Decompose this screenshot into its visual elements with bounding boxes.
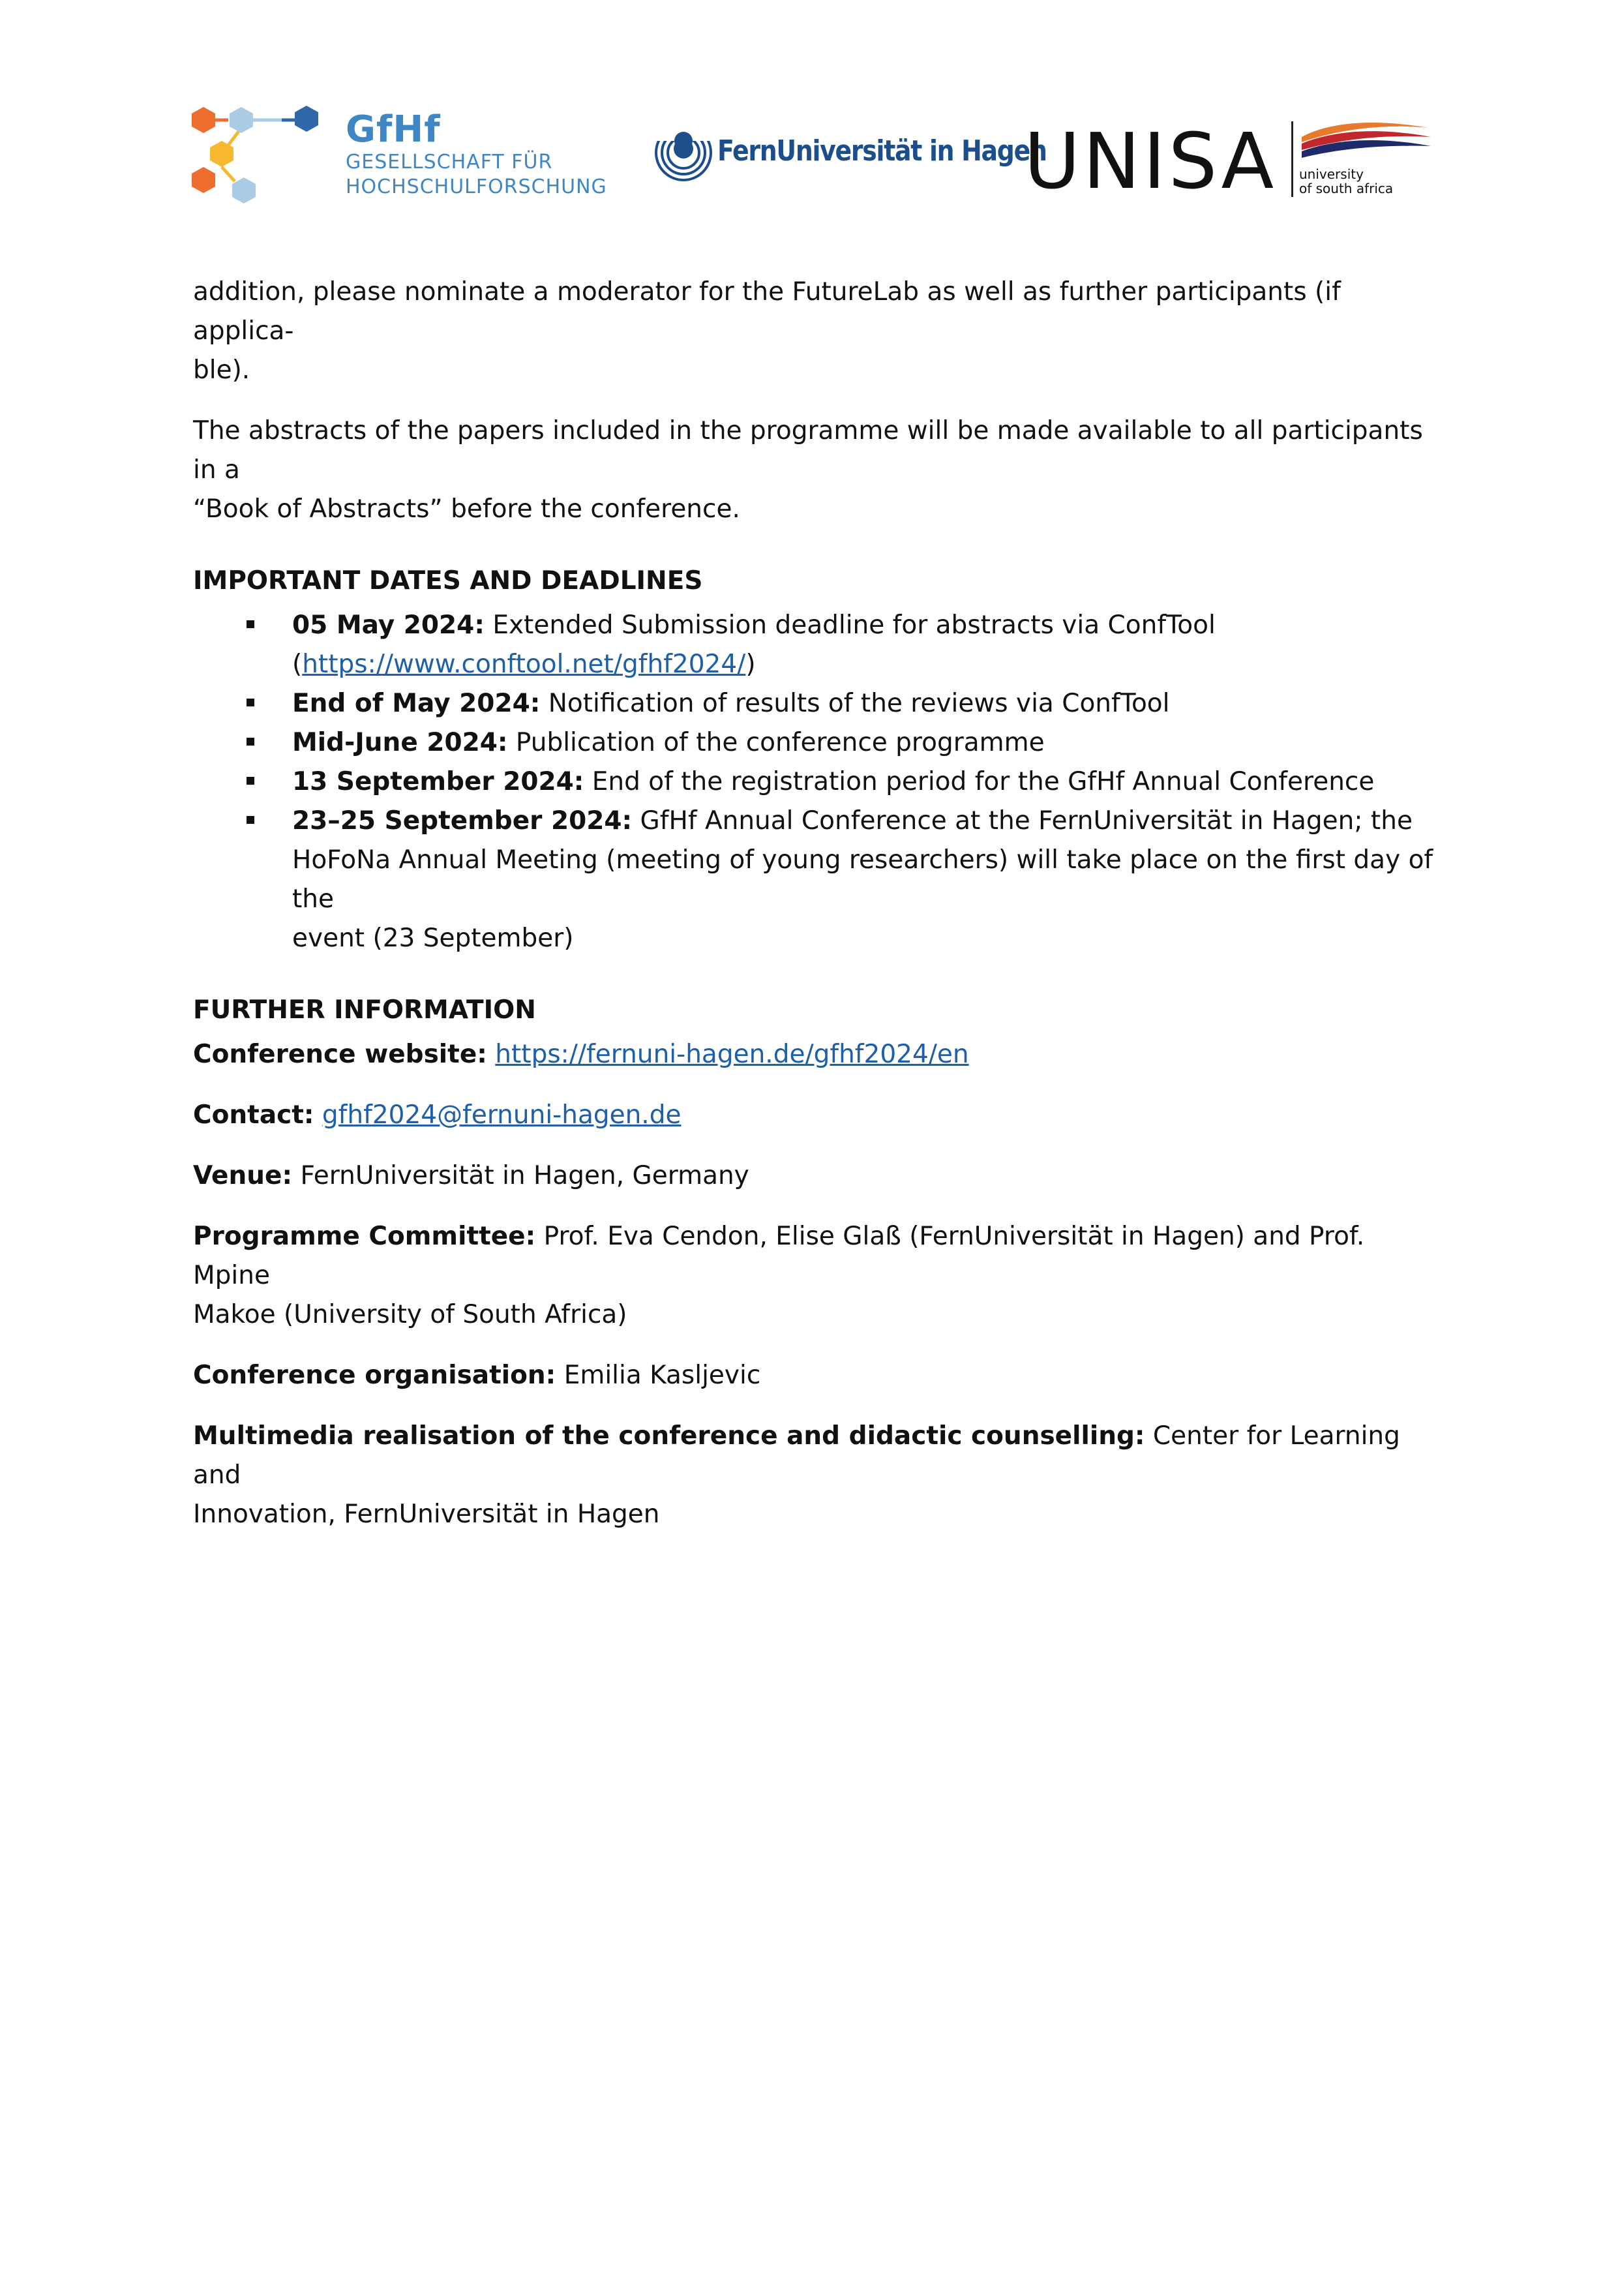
info-heading: FURTHER INFORMATION xyxy=(193,995,536,1025)
paren-close: ) xyxy=(745,650,756,679)
square-bullet-icon xyxy=(247,620,254,628)
date-label: 05 May 2024: xyxy=(292,611,485,640)
unisa-separator xyxy=(1291,121,1293,197)
list-item xyxy=(193,802,1445,958)
list-item xyxy=(193,684,1445,723)
multimedia-line xyxy=(193,1417,1445,1534)
list-item xyxy=(193,606,1445,684)
date-label: 23–25 September 2024: xyxy=(292,806,633,836)
fernuni-logo xyxy=(652,121,1047,187)
fernuni-emblem-icon xyxy=(652,121,715,184)
gfhf-wordmark xyxy=(346,110,607,200)
date-text: Extended Submission deadline for abstracts via ConfTool xyxy=(484,611,1216,640)
date-text: Notification of results of the reviews via ConfTool xyxy=(540,689,1170,718)
contact-line xyxy=(193,1096,1445,1135)
paragraph-abstracts xyxy=(193,412,1445,529)
fernuni-wordmark: FernUniversität in Hagen xyxy=(717,134,1047,168)
venue-value: FernUniversität in Hagen, Germany xyxy=(292,1161,749,1190)
paragraph-moderator xyxy=(193,273,1445,390)
dates-list xyxy=(193,606,1445,958)
gfhf-hexagon-icon xyxy=(189,102,339,213)
date-text: HoFoNa Annual Meeting (meeting of young researchers) will take place on the first day of the xyxy=(292,845,1433,914)
date-text: event (23 September) xyxy=(292,924,574,953)
multimedia-label: Multimedia realisation of the conference and didactic counselling: xyxy=(193,1421,1145,1451)
unisa-sub-line1: university xyxy=(1299,166,1364,182)
website-line xyxy=(193,1035,1445,1074)
unisa-logo xyxy=(1024,117,1441,209)
organisation-label: Conference organisation: xyxy=(193,1361,556,1390)
unisa-wordmark: UNISA xyxy=(1024,116,1277,206)
committee-line xyxy=(193,1217,1445,1335)
list-item xyxy=(193,763,1445,802)
date-text: GfHf Annual Conference at the FernUniversität in Hagen; the xyxy=(632,806,1413,836)
committee-value: Prof. Eva Cendon, Elise Glaß (FernUniversität in Hagen) and Prof. Mpine xyxy=(193,1222,1365,1290)
gfhf-name: GfHf xyxy=(346,108,441,151)
paren-open: ( xyxy=(292,650,303,679)
square-bullet-icon xyxy=(247,816,254,824)
document-body xyxy=(193,273,1445,1556)
square-bullet-icon xyxy=(247,699,254,706)
gfhf-subtitle-line1: GESELLSCHAFT FÜR xyxy=(346,151,553,174)
multimedia-value: Center for Learning and xyxy=(193,1421,1400,1490)
gfhf-logo xyxy=(189,102,646,213)
organisation-line xyxy=(193,1356,1445,1395)
date-text: Publication of the conference programme xyxy=(507,728,1045,757)
contact-email-link[interactable]: gfhf2024@fernuni-hagen.de xyxy=(322,1100,682,1130)
unisa-subtitle xyxy=(1299,167,1393,196)
unisa-flag-icon xyxy=(1298,117,1435,163)
multimedia-value: Innovation, FernUniversität in Hagen xyxy=(193,1500,660,1529)
paragraph-line: ble). xyxy=(193,355,250,385)
paragraph-line: “Book of Abstracts” before the conference. xyxy=(193,494,740,524)
list-item xyxy=(193,723,1445,763)
venue-label: Venue: xyxy=(193,1161,293,1190)
square-bullet-icon xyxy=(247,777,254,785)
committee-label: Programme Committee: xyxy=(193,1222,536,1251)
unisa-sub-line2: of south africa xyxy=(1299,181,1394,196)
date-label: End of May 2024: xyxy=(292,689,541,718)
website-link[interactable]: https://fernuni-hagen.de/gfhf2024/en xyxy=(495,1040,969,1069)
paragraph-line: addition, please nominate a moderator for the FutureLab as well as further participants (if applica- xyxy=(193,277,1341,346)
conftool-link[interactable]: https://www.conftool.net/gfhf2024/ xyxy=(302,650,746,679)
paragraph-line: The abstracts of the papers included in the programme will be made available to all participants in a xyxy=(193,416,1423,485)
date-text: End of the registration period for the GfHf Annual Conference xyxy=(584,767,1375,796)
gfhf-subtitle-line2: HOCHSCHULFORSCHUNG xyxy=(346,175,607,198)
website-label: Conference website: xyxy=(193,1040,487,1069)
venue-line xyxy=(193,1156,1445,1196)
committee-value: Makoe (University of South Africa) xyxy=(193,1300,627,1329)
contact-label: Contact: xyxy=(193,1100,314,1130)
date-label: Mid-June 2024: xyxy=(292,728,508,757)
square-bullet-icon xyxy=(247,738,254,746)
dates-heading: IMPORTANT DATES AND DEADLINES xyxy=(193,566,703,596)
date-label: 13 September 2024: xyxy=(292,767,584,796)
organisation-value: Emilia Kasljevic xyxy=(556,1361,761,1390)
